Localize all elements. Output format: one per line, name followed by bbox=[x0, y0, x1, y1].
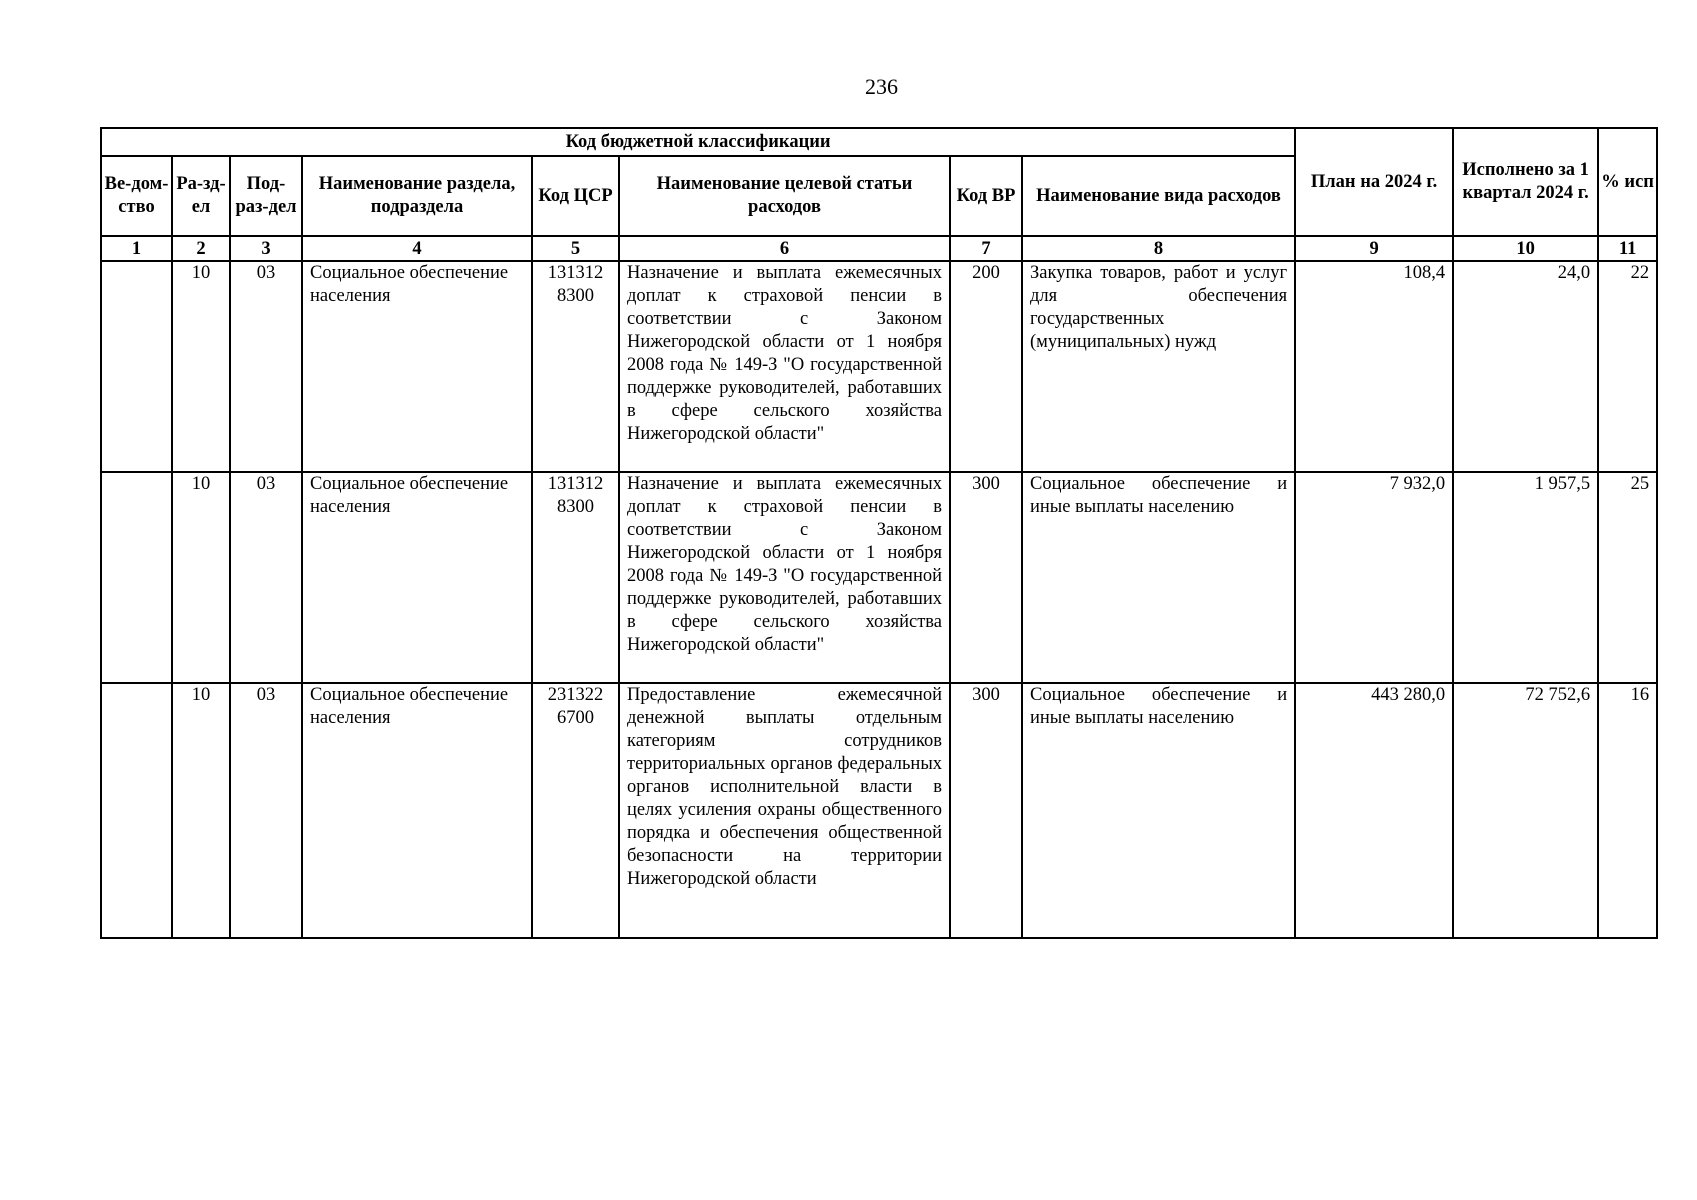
vr-name-cell: Социальное обеспечение и иные выплаты населению bbox=[1022, 472, 1295, 683]
executed-cell: 1 957,5 bbox=[1453, 472, 1598, 683]
plan-cell: 108,4 bbox=[1295, 261, 1453, 472]
plan-cell: 7 932,0 bbox=[1295, 472, 1453, 683]
executed-cell: 24,0 bbox=[1453, 261, 1598, 472]
target-name-cell: Назначение и выплата ежемесячных доплат к страховой пенсии в соответствии с Законом Нижегородской области от 1 ноября 2008 года № 149-З "О государственной поддержке руководителей, работавших в сфере сельского хозяйства Нижегородской области" bbox=[619, 261, 950, 472]
vedomstvo-header: Ве-дом-ство bbox=[101, 156, 172, 236]
razdel-name-cell: Социальное обеспечение населения bbox=[302, 683, 532, 938]
table-row bbox=[101, 261, 1657, 472]
column-number: 4 bbox=[302, 236, 532, 261]
csr-cell: 131312 8300 bbox=[532, 472, 619, 683]
budget-table bbox=[100, 127, 1658, 939]
razdel-cell: 10 bbox=[172, 472, 230, 683]
column-number: 6 bbox=[619, 236, 950, 261]
podrazdel-cell: 03 bbox=[230, 683, 302, 938]
plan-header: План на 2024 г. bbox=[1295, 128, 1453, 236]
vr-cell: 300 bbox=[950, 683, 1022, 938]
vr-header: Код ВР bbox=[950, 156, 1022, 236]
razdel-cell: 10 bbox=[172, 683, 230, 938]
razdel-name-header: Наименование раздела, подраздела bbox=[302, 156, 532, 236]
column-number: 11 bbox=[1598, 236, 1657, 261]
percent-cell: 25 bbox=[1598, 472, 1657, 683]
razdel-name-cell: Социальное обеспечение населения bbox=[302, 472, 532, 683]
column-number: 1 bbox=[101, 236, 172, 261]
vedomstvo-cell bbox=[101, 683, 172, 938]
column-number: 5 bbox=[532, 236, 619, 261]
vr-name-header: Наименование вида расходов bbox=[1022, 156, 1295, 236]
column-number: 7 bbox=[950, 236, 1022, 261]
column-number: 8 bbox=[1022, 236, 1295, 261]
podrazdel-cell: 03 bbox=[230, 261, 302, 472]
column-number: 2 bbox=[172, 236, 230, 261]
percent-header: % исп bbox=[1598, 128, 1657, 236]
razdel-header: Ра-зд-ел bbox=[172, 156, 230, 236]
table-row bbox=[101, 472, 1657, 683]
executed-header: Исполнено за 1 квартал 2024 г. bbox=[1453, 128, 1598, 236]
razdel-cell: 10 bbox=[172, 261, 230, 472]
csr-cell: 231322 6700 bbox=[532, 683, 619, 938]
percent-cell: 22 bbox=[1598, 261, 1657, 472]
column-number: 9 bbox=[1295, 236, 1453, 261]
vr-name-cell: Социальное обеспечение и иные выплаты населению bbox=[1022, 683, 1295, 938]
target-name-header: Наименование целевой статьи расходов bbox=[619, 156, 950, 236]
csr-header: Код ЦСР bbox=[532, 156, 619, 236]
podrazdel-cell: 03 bbox=[230, 472, 302, 683]
vr-cell: 200 bbox=[950, 261, 1022, 472]
target-name-cell: Назначение и выплата ежемесячных доплат к страховой пенсии в соответствии с Законом Нижегородской области от 1 ноября 2008 года № 149-З "О государственной поддержке руководителей, работавших в сфере сельского хозяйства Нижегородской области" bbox=[619, 472, 950, 683]
column-number: 10 bbox=[1453, 236, 1598, 261]
razdel-name-cell: Социальное обеспечение населения bbox=[302, 261, 532, 472]
vedomstvo-cell bbox=[101, 472, 172, 683]
table-row bbox=[101, 683, 1657, 938]
vr-cell: 300 bbox=[950, 472, 1022, 683]
vr-name-cell: Закупка товаров, работ и услуг для обеспечения государственных (муниципальных) нужд bbox=[1022, 261, 1295, 472]
column-number: 3 bbox=[230, 236, 302, 261]
podrazdel-header: Под-раз-дел bbox=[230, 156, 302, 236]
csr-cell: 131312 8300 bbox=[532, 261, 619, 472]
executed-cell: 72 752,6 bbox=[1453, 683, 1598, 938]
percent-cell: 16 bbox=[1598, 683, 1657, 938]
plan-cell: 443 280,0 bbox=[1295, 683, 1453, 938]
budget-classification-header: Код бюджетной классификации bbox=[101, 128, 1295, 156]
page-number: 236 bbox=[865, 74, 898, 99]
vedomstvo-cell bbox=[101, 261, 172, 472]
target-name-cell: Предоставление ежемесячной денежной выплаты отдельным категориям сотрудников территориальных органов федеральных органов исполнительной власти в целях усиления охраны общественного порядка и обеспечения общественной безопасности на территории Нижегородской области bbox=[619, 683, 950, 938]
